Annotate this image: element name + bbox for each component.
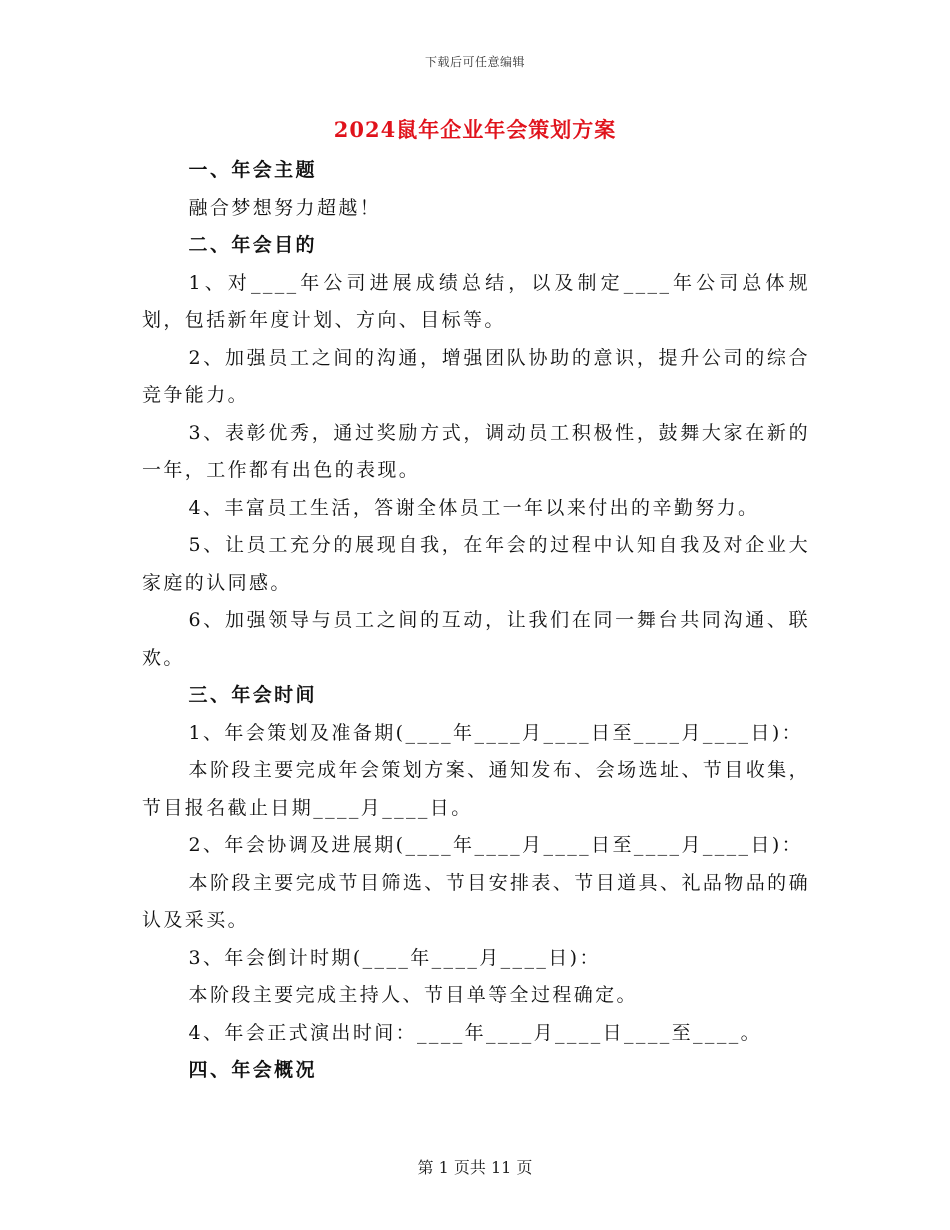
- section-heading-purpose: 二、年会目的: [188, 234, 317, 256]
- document-body: [142, 152, 810, 1090]
- section-heading-schedule: 三、年会时间: [188, 684, 317, 706]
- schedule-phase-3-desc: 本阶段主要完成主持人、节目单等全过程确定。: [188, 984, 638, 1006]
- schedule-phase-4-title: 4、年会正式演出时间：____年____月____日____至____。: [188, 1021, 763, 1044]
- section-heading-theme: 一、年会主题: [188, 159, 317, 181]
- purpose-item-5: 5、让员工充分的展现自我，在年会的过程中认知自我及对企业大家庭的认同感。: [142, 534, 810, 594]
- page-footer: 第 1 页共 11 页: [417, 1158, 533, 1177]
- schedule-phase-1-desc: 本阶段主要完成年会策划方案、通知发布、会场选址、节目收集，节目报名截止日期____月____日。: [142, 759, 810, 819]
- purpose-item-3: 3、表彰优秀，通过奖励方式，调动员工积极性，鼓舞大家在新的一年，工作都有出色的表现。: [142, 421, 810, 481]
- schedule-phase-2-desc: 本阶段主要完成节目筛选、节目安排表、节目道具、礼品物品的确认及采买。: [142, 871, 810, 931]
- theme-text: 融合梦想努力超越！: [188, 196, 382, 219]
- purpose-item-6: 6、加强领导与员工之间的互动，让我们在同一舞台共同沟通、联欢。: [142, 609, 810, 669]
- purpose-item-1: 1、对____年公司进展成绩总结，以及制定____年公司总体规划，包括新年度计划、方向、目标等。: [142, 271, 810, 331]
- document-title: 2024鼠年企业年会策划方案: [333, 117, 617, 142]
- schedule-phase-2-title: 2、年会协调及进展期(____年____月____日至____月____日)：: [188, 834, 804, 856]
- schedule-phase-1-title: 1、年会策划及准备期(____年____月____日至____月____日)：: [188, 721, 804, 744]
- header-note: 下载后可任意编辑: [424, 55, 525, 69]
- purpose-item-4: 4、丰富员工生活，答谢全体员工一年以来付出的辛勤努力。: [188, 496, 760, 519]
- section-heading-overview: 四、年会概况: [188, 1059, 317, 1081]
- purpose-item-2: 2、加强员工之间的沟通，增强团队协助的意识，提升公司的综合竞争能力。: [142, 346, 810, 406]
- schedule-phase-3-title: 3、年会倒计时期(____年____月____日)：: [188, 946, 601, 969]
